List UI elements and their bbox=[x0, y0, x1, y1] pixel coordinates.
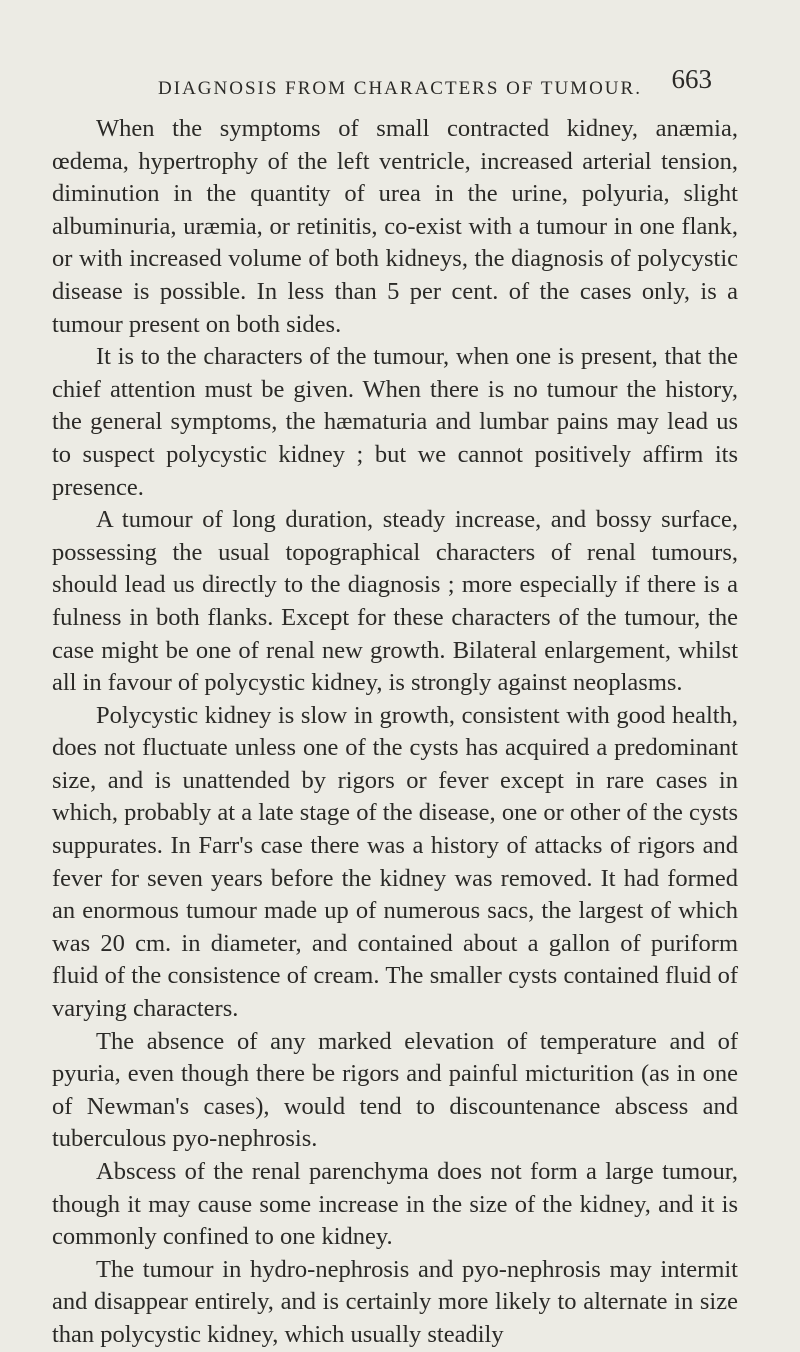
running-head bbox=[0, 58, 800, 98]
paragraph: It is to the characters of the tumour, when one is present, that the chief attention must be given. When there is no tumour the history, the general symptoms, the hæmaturia and lumbar pains may lead us to suspect polycystic kidney ; but we cannot positively affirm its presence. bbox=[52, 343, 738, 501]
body-text bbox=[52, 113, 738, 1352]
running-head-title: DIAGNOSIS FROM CHARACTERS OF TUMOUR. bbox=[158, 78, 642, 99]
paragraph: When the symptoms of small contracted kidney, anæmia, œdema, hypertrophy of the left ventricle, increased arterial tension, diminution in the quantity of urea in the urine, polyuria, slight albuminuria, uræmia, or retinitis, co-exist with a tumour in one flank, or with increased volume of both kidneys, the diagnosis of polycystic disease is possible. In less than 5 per cent. of the cases only, is a tumour present on both sides. bbox=[52, 115, 738, 338]
paragraph: The absence of any marked elevation of temperature and of pyuria, even though there be rigors and painful micturition (as in one of Newman's cases), would tend to discountenance abscess and tuberculous pyo-nephrosis. bbox=[52, 1027, 738, 1153]
page-number: 663 bbox=[671, 64, 712, 94]
paragraph: A tumour of long duration, steady increase, and bossy surface, possessing the usual topographical characters of renal tumours, should lead us directly to the diagnosis ; more especially if there is a fulness in both flanks. Except for these characters of the tumour, the case might be one of renal new growth. Bilateral enlargement, whilst all in favour of polycystic kidney, is strongly against neoplasms. bbox=[52, 506, 738, 697]
paragraph: Polycystic kidney is slow in growth, consistent with good health, does not fluctuate unless one of the cysts has acquired a predominant size, and is unattended by rigors or fever except in rare cases in which, probably at a late stage of the disease, one or other of the cysts suppurates. In Farr's case there was a history of attacks of rigors and fever for seven years before the kidney was removed. It had formed an enormous tumour made up of numerous sacs, the largest of which was 20 cm. in diameter, and contained about a gallon of puriform fluid of the consistence of cream. The smaller cysts contained fluid of varying characters. bbox=[52, 701, 738, 1023]
paragraph: The tumour in hydro-nephrosis and pyo-nephrosis may intermit and disappear entirely, and is certainly more likely to alternate in size than polycystic kidney, which usually steadily bbox=[52, 1255, 738, 1348]
paragraph: Abscess of the renal parenchyma does not form a large tumour, though it may cause some increase in the size of the kidney, and it is commonly confined to one kidney. bbox=[52, 1158, 738, 1251]
